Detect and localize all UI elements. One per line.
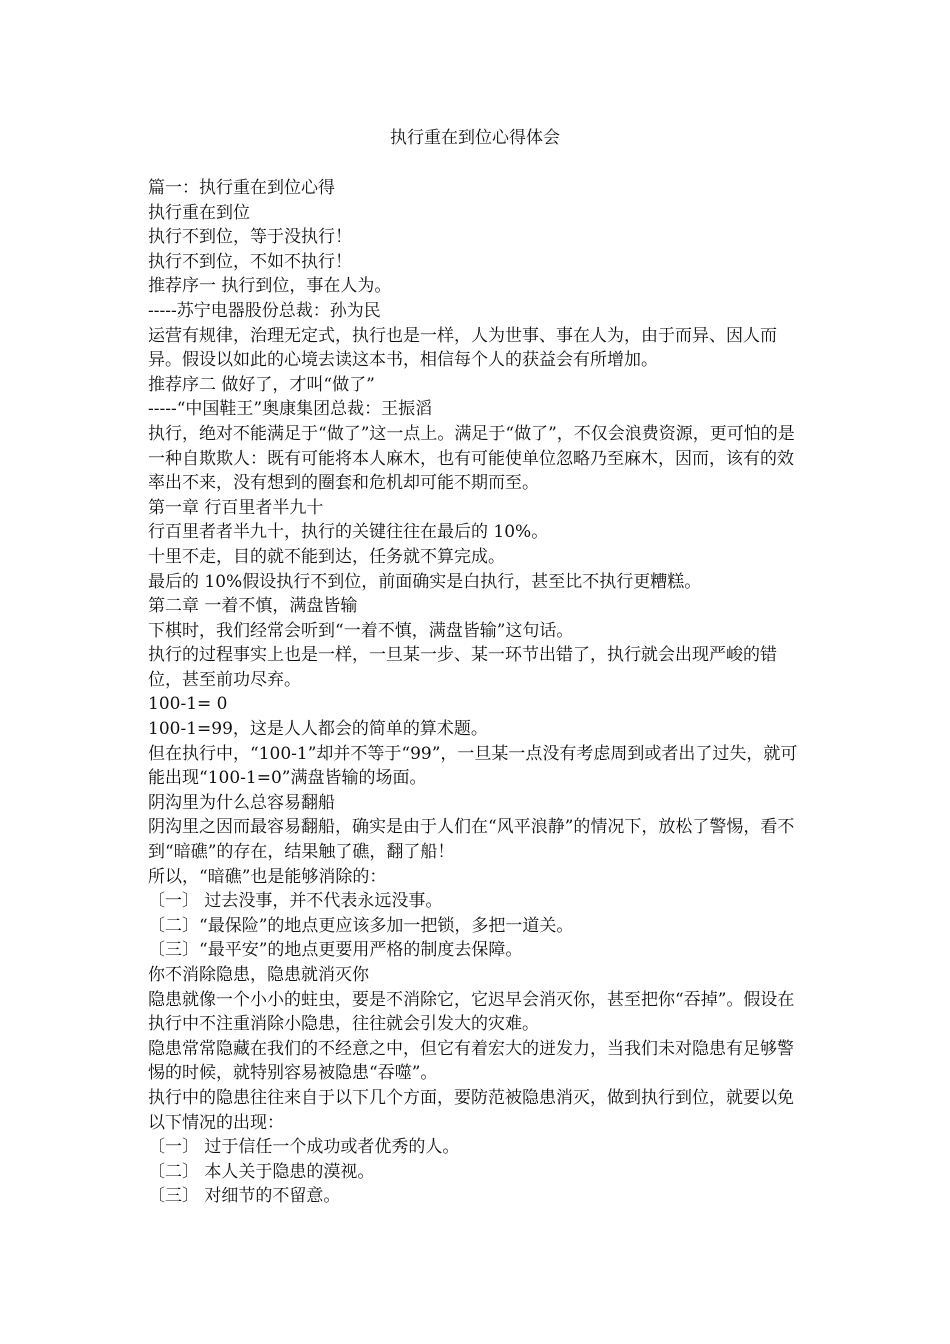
paragraph: -----苏宁电器股份总裁：孙为民 [148,300,381,321]
paragraph: 100-1=99，这是人人都会的简单的算术题。 [148,719,488,740]
paragraph: 行百里者者半九十，执行的关键往往在最后的 10%。 [148,522,549,543]
paragraph: 执行不到位，不如不执行！ [148,251,352,272]
paragraph: 阴沟里为什么总容易翻船 [148,792,335,813]
paragraph: 十里不走，目的就不能到达，任务就不算完成。 [148,546,505,567]
paragraph: 你不消除隐患，隐患就消灭你 [148,965,369,985]
document-title: 执行重在到位心得体会 [390,128,560,148]
paragraph: 所以，“暗礁”也是能够消除的： [148,866,387,887]
paragraph: 〔一〕 过去没事，并不代表永远没事。 [148,891,443,912]
paragraph: 〔三〕“最平安”的地点更要用严格的制度去保障。 [148,940,523,961]
paragraph: 下棋时，我们经常会听到“一着不慎，满盘皆输”这句话。 [148,620,574,641]
paragraph: 推荐序一 执行到位，事在人为。 [148,276,392,297]
paragraph: 隐患就像一个小小的蛀虫，要是不消除它，它迟早会消灭你，甚至把你“吞掉”。假设在执行中不注重消除小隐患，往往就会引发大的灾难。 [148,989,795,1035]
paragraph: 执行不到位，等于没执行！ [148,227,352,248]
paragraph: 第二章 一着不慎，满盘皆输 [148,596,358,617]
paragraph: 执行重在到位 [148,202,250,223]
paragraph: 执行，绝对不能满足于“做了”这一点上。满足于“做了”，不仅会浪费资源，更可怕的是一种自欺欺人：既有可能将本人麻木，也有可能使单位忽略乃至麻木，因而，该有的效率出不来，没有想到的圈套和危机却可能不期而至。 [148,423,795,494]
paragraph: 执行中的隐患往往来自于以下几个方面，要防范被隐患消灭，做到执行到位，就要以免以下情况的出现： [148,1087,794,1133]
paragraph: 推荐序二 做好了，才叫“做了” [148,374,375,395]
document-body [148,176,808,1209]
paragraph: 〔一〕 过于信任一个成功或者优秀的人。 [148,1137,460,1158]
paragraph: 〔二〕“最保险”的地点更应该多加一把锁，多把一道关。 [148,915,574,936]
paragraph: 运营有规律，治理无定式，执行也是一样，人为世事、事在人为，由于而异、因人而异。假设以如此的心境去读这本书，相信每个人的获益会有所增加。 [148,325,777,371]
paragraph: 篇一：执行重在到位心得 [148,178,335,198]
paragraph: 第一章 行百里者半九十 [148,497,324,518]
paragraph: 〔三〕 对细节的不留意。 [148,1186,341,1207]
paragraph: 隐患常常隐藏在我们的不经意之中，但它有着宏大的迸发力，当我们未对隐患有足够警惕的时候，就特别容易被隐患“吞噬”。 [148,1038,794,1084]
paragraph: 但在执行中，“100-1”却并不等于“99”，一旦某一点没有考虑周到或者出了过失，就可能出现“100-1=0”满盘皆输的场面。 [148,743,798,789]
paragraph: 执行的过程事实上也是一样，一旦某一步、某一环节出错了，执行就会出现严峻的错位，甚至前功尽弃。 [148,645,777,690]
paragraph: 100-1= 0 [148,694,228,715]
paragraph: -----“中国鞋王”奥康集团总裁：王振滔 [148,399,433,420]
paragraph: 阴沟里之因而最容易翻船，确实是由于人们在“风平浪静”的情况下，放松了警惕，看不到“暗礁”的存在，结果触了礁，翻了船！ [148,817,795,863]
paragraph: 最后的 10%假设执行不到位，前面确实是白执行，甚至比不执行更糟糕。 [148,571,702,592]
paragraph: 〔二〕 本人关于隐患的漠视。 [148,1161,375,1182]
